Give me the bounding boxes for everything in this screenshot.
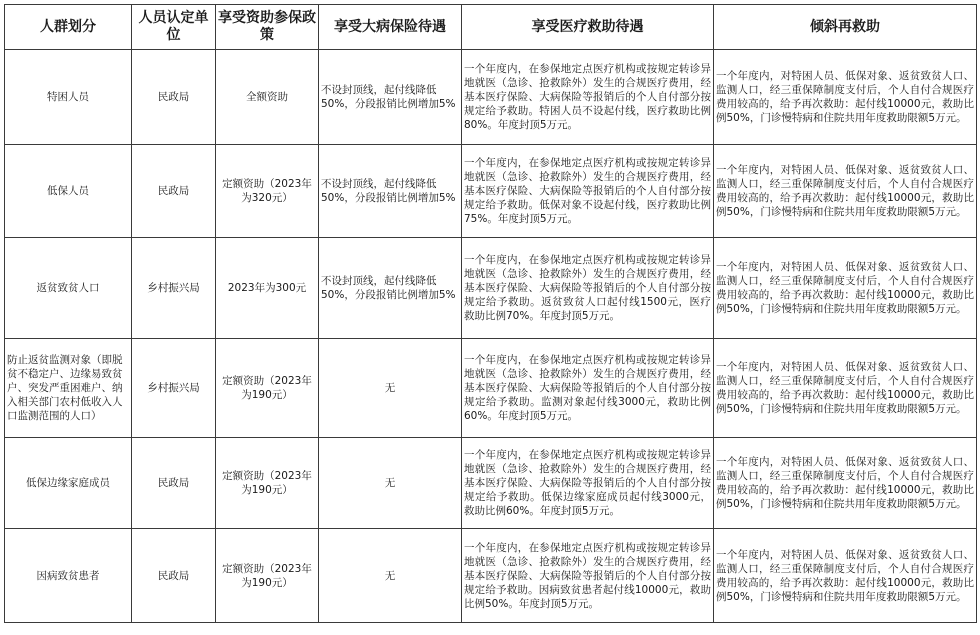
tilt-aid-cell: 一个年度内，对特困人员、低保对象、返贫致贫人口、监测人口，经三重保障制度支付后，个人自付合规医疗费用较高的，给予再次救助：起付线10000元，救助比例50%，门诊慢特病和住院共用年度救助限额5万元。: [714, 339, 977, 438]
critical-illness-cell: 无: [319, 438, 462, 529]
subsidy-cell: 2023年为300元: [216, 238, 319, 339]
unit-cell: 民政局: [132, 529, 216, 623]
unit-cell: 民政局: [132, 438, 216, 529]
medical-aid-cell: 一个年度内，在参保地定点医疗机构或按规定转诊异地就医（急诊、抢救除外）发生的合规医疗费用，经基本医疗保险、大病保险等报销后的个人自付部分按规定给予救助。监测对象起付线3000元，救助比例60%。年度封顶5万元。: [462, 339, 714, 438]
medical-aid-cell: 一个年度内，在参保地定点医疗机构或按规定转诊异地就医（急诊、抢救除外）发生的合规医疗费用，经基本医疗保险、大病保险等报销后的个人自付部分按规定给予救助。因病致贫患者起付线10000元，救助比例50%。年度封顶5万元。: [462, 529, 714, 623]
subsidy-cell: 定额资助（2023年为320元）: [216, 145, 319, 238]
table-row: [5, 145, 977, 238]
medical-aid-cell: 一个年度内，在参保地定点医疗机构或按规定转诊异地就医（急诊、抢救除外）发生的合规医疗费用，经基本医疗保险、大病保险等报销后的个人自付部分按规定给予救助。返贫致贫人口起付线1500元，医疗救助比例70%。年度封顶5万元。: [462, 238, 714, 339]
unit-cell: 民政局: [132, 50, 216, 145]
header-unit: 人员认定单位: [132, 5, 216, 50]
group-cell: 返贫致贫人口: [5, 238, 132, 339]
group-cell: 低保边缘家庭成员: [5, 438, 132, 529]
tilt-aid-cell: 一个年度内，对特困人员、低保对象、返贫致贫人口、监测人口，经三重保障制度支付后，个人自付合规医疗费用较高的，给予再次救助：起付线10000元，救助比例50%，门诊慢特病和住院共用年度救助限额5万元。: [714, 529, 977, 623]
tilt-aid-cell: 一个年度内，对特困人员、低保对象、返贫致贫人口、监测人口，经三重保障制度支付后，个人自付合规医疗费用较高的，给予再次救助：起付线10000元，救助比例50%，门诊慢特病和住院共用年度救助限额5万元。: [714, 438, 977, 529]
subsidy-cell: 定额资助（2023年为190元）: [216, 339, 319, 438]
table-header-row: [5, 5, 977, 50]
unit-cell: 乡村振兴局: [132, 238, 216, 339]
tilt-aid-cell: 一个年度内，对特困人员、低保对象、返贫致贫人口、监测人口，经三重保障制度支付后，个人自付合规医疗费用较高的，给予再次救助：起付线10000元，救助比例50%，门诊慢特病和住院共用年度救助限额5万元。: [714, 50, 977, 145]
group-cell: 特困人员: [5, 50, 132, 145]
tilt-aid-cell: 一个年度内，对特困人员、低保对象、返贫致贫人口、监测人口，经三重保障制度支付后，个人自付合规医疗费用较高的，给予再次救助：起付线10000元，救助比例50%，门诊慢特病和住院共用年度救助限额5万元。: [714, 238, 977, 339]
medical-aid-cell: 一个年度内，在参保地定点医疗机构或按规定转诊异地就医（急诊、抢救除外）发生的合规医疗费用，经基本医疗保险、大病保险等报销后的个人自付部分按规定给予救助。特困人员不设起付线，医疗救助比例80%。年度封顶5万元。: [462, 50, 714, 145]
table-row: [5, 529, 977, 623]
group-cell: 防止返贫监测对象（即脱贫不稳定户、边缘易致贫户、突发严重困难户、纳入相关部门农村低收入人口监测范围的人口）: [5, 339, 132, 438]
header-tilt-aid: 倾斜再救助: [714, 5, 977, 50]
policy-table: [4, 4, 977, 623]
critical-illness-cell: 不设封顶线，起付线降低50%，分段报销比例增加5%: [319, 50, 462, 145]
table-row: [5, 238, 977, 339]
table-row: [5, 339, 977, 438]
unit-cell: 民政局: [132, 145, 216, 238]
subsidy-cell: 定额资助（2023年为190元）: [216, 438, 319, 529]
critical-illness-cell: 不设封顶线，起付线降低50%，分段报销比例增加5%: [319, 145, 462, 238]
header-subsidy: 享受资助参保政策: [216, 5, 319, 50]
critical-illness-cell: 不设封顶线，起付线降低50%，分段报销比例增加5%: [319, 238, 462, 339]
medical-aid-cell: 一个年度内，在参保地定点医疗机构或按规定转诊异地就医（急诊、抢救除外）发生的合规医疗费用，经基本医疗保险、大病保险等报销后的个人自付部分按规定给予救助。低保边缘家庭成员起付线3000元，救助比例60%。年度封顶5万元。: [462, 438, 714, 529]
header-medical-aid: 享受医疗救助待遇: [462, 5, 714, 50]
subsidy-cell: 全额资助: [216, 50, 319, 145]
critical-illness-cell: 无: [319, 529, 462, 623]
group-cell: 低保人员: [5, 145, 132, 238]
header-group: 人群划分: [5, 5, 132, 50]
table-row: [5, 438, 977, 529]
medical-aid-cell: 一个年度内，在参保地定点医疗机构或按规定转诊异地就医（急诊、抢救除外）发生的合规医疗费用，经基本医疗保险、大病保险等报销后的个人自付部分按规定给予救助。低保对象不设起付线，医疗救助比例75%。年度封顶5万元。: [462, 145, 714, 238]
critical-illness-cell: 无: [319, 339, 462, 438]
subsidy-cell: 定额资助（2023年为190元）: [216, 529, 319, 623]
table-row: [5, 50, 977, 145]
tilt-aid-cell: 一个年度内，对特困人员、低保对象、返贫致贫人口、监测人口，经三重保障制度支付后，个人自付合规医疗费用较高的，给予再次救助：起付线10000元，救助比例50%，门诊慢特病和住院共用年度救助限额5万元。: [714, 145, 977, 238]
header-critical-illness: 享受大病保险待遇: [319, 5, 462, 50]
unit-cell: 乡村振兴局: [132, 339, 216, 438]
group-cell: 因病致贫患者: [5, 529, 132, 623]
